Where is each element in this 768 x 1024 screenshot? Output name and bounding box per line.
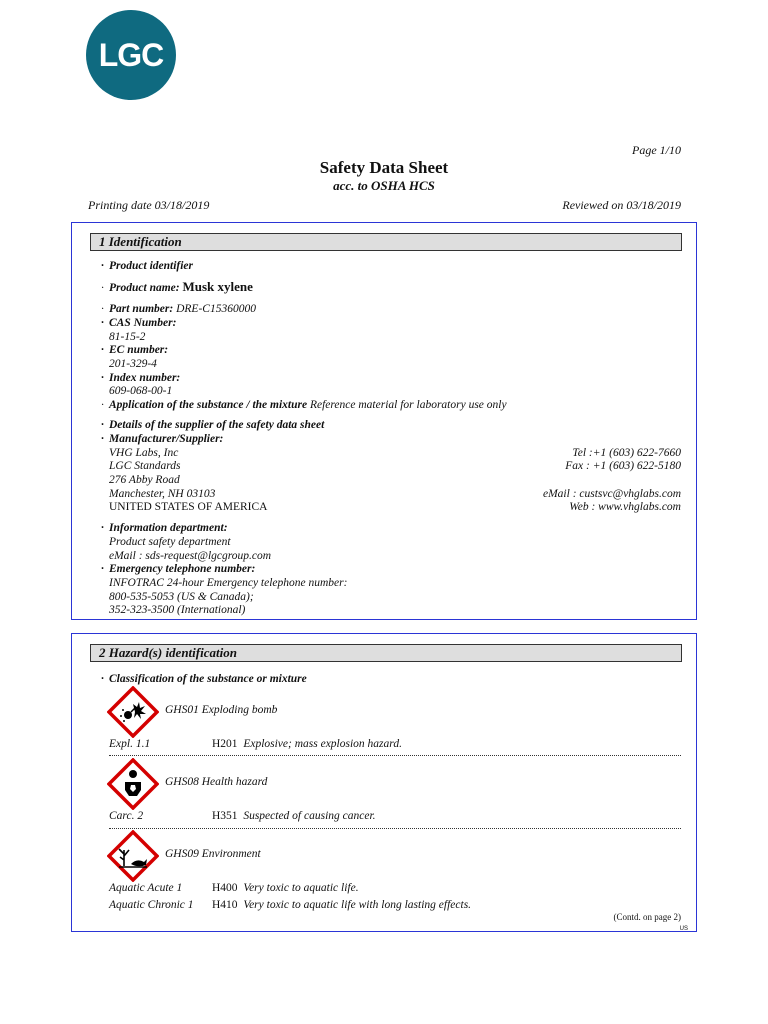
ghs01-label: GHS01 Exploding bomb: [165, 704, 278, 716]
lgc-logo: [86, 10, 176, 100]
product-identifier-label: · Product identifier: [101, 260, 194, 272]
reviewed-date: Reviewed on 03/18/2019: [562, 198, 681, 212]
hazard-statement: H410 Very toxic to aquatic life with long lasting effects.: [212, 899, 472, 911]
document-title: Safety Data Sheet: [319, 158, 449, 177]
address-line: Manchester, NH 03103: [109, 488, 216, 500]
address-line: 276 Abby Road: [109, 474, 180, 486]
dotted-separator: [109, 755, 681, 756]
hazard-statement: H400 Very toxic to aquatic life.: [212, 882, 359, 894]
supplier-web: Web : www.vhglabs.com: [569, 501, 681, 513]
dotted-separator: [109, 828, 681, 829]
emergency-label: · Emergency telephone number:: [101, 563, 256, 575]
info-dept-email: eMail : sds-request@lgcgroup.com: [109, 550, 272, 562]
info-dept-label: · Information department:: [101, 522, 228, 534]
hazard-statement: H351 Suspected of causing cancer.: [212, 810, 376, 822]
country-code: US: [679, 926, 688, 932]
section-2-heading: 2 Hazard(s) identification: [90, 644, 682, 662]
emergency-line: INFOTRAC 24-hour Emergency telephone number:: [109, 577, 348, 589]
hazard-class: Carc. 2: [109, 810, 144, 822]
ec-label: · EC number:: [101, 344, 169, 356]
application-row: · Application of the substance / the mixture Reference material for laboratory use only: [101, 399, 507, 411]
hazard-class: Aquatic Chronic 1: [109, 899, 194, 911]
document-subtitle: acc. to OSHA HCS: [333, 178, 435, 193]
fax: Fax : +1 (603) 622-5180: [565, 460, 681, 472]
details-label: · Details of the supplier of the safety data sheet: [101, 419, 325, 431]
section-1-heading: 1 Identification: [90, 233, 682, 251]
environment-icon: [107, 830, 159, 882]
hazard-class: Aquatic Acute 1: [109, 882, 183, 894]
telephone: Tel :+1 (603) 622-7660: [572, 447, 681, 459]
continued-note: (Contd. on page 2): [613, 912, 681, 922]
address-line: VHG Labs, Inc: [109, 447, 179, 459]
classification-label: · Classification of the substance or mixture: [101, 673, 307, 685]
emergency-line: 352-323-3500 (International): [109, 604, 246, 616]
hazard-statement: H201 Explosive; mass explosion hazard.: [212, 738, 402, 750]
index-value: 609-068-00-1: [109, 385, 173, 397]
ghs09-label: GHS09 Environment: [165, 848, 261, 860]
emergency-line: 800-535-5053 (US & Canada);: [109, 591, 254, 603]
supplier-email: eMail : custsvc@vhglabs.com: [543, 488, 681, 500]
ec-value: 201-329-4: [109, 358, 157, 370]
cas-value: 81-15-2: [109, 331, 146, 343]
manufacturer-label: · Manufacturer/Supplier:: [101, 433, 224, 445]
product-name-row: · Product name: Musk xylene: [101, 279, 253, 294]
section-identification: [71, 222, 697, 620]
info-dept-line: Product safety department: [109, 536, 231, 548]
product-name: Musk xylene: [182, 279, 253, 294]
cas-label: · CAS Number:: [101, 317, 177, 329]
page-number: Page 1/10: [632, 143, 681, 157]
address-line: UNITED STATES OF AMERICA: [109, 501, 268, 513]
exploding-bomb-icon: [107, 686, 159, 738]
part-number-row: · Part number: DRE-C15360000: [101, 303, 256, 315]
ghs08-label: GHS08 Health hazard: [165, 776, 268, 788]
index-label: · Index number:: [101, 372, 181, 384]
address-line: LGC Standards: [109, 460, 181, 472]
health-hazard-icon: [107, 758, 159, 810]
hazard-class: Expl. 1.1: [109, 738, 151, 750]
printing-date: Printing date 03/18/2019: [88, 198, 210, 212]
section-hazards: [71, 633, 697, 932]
logo-text: LGC: [98, 36, 164, 73]
